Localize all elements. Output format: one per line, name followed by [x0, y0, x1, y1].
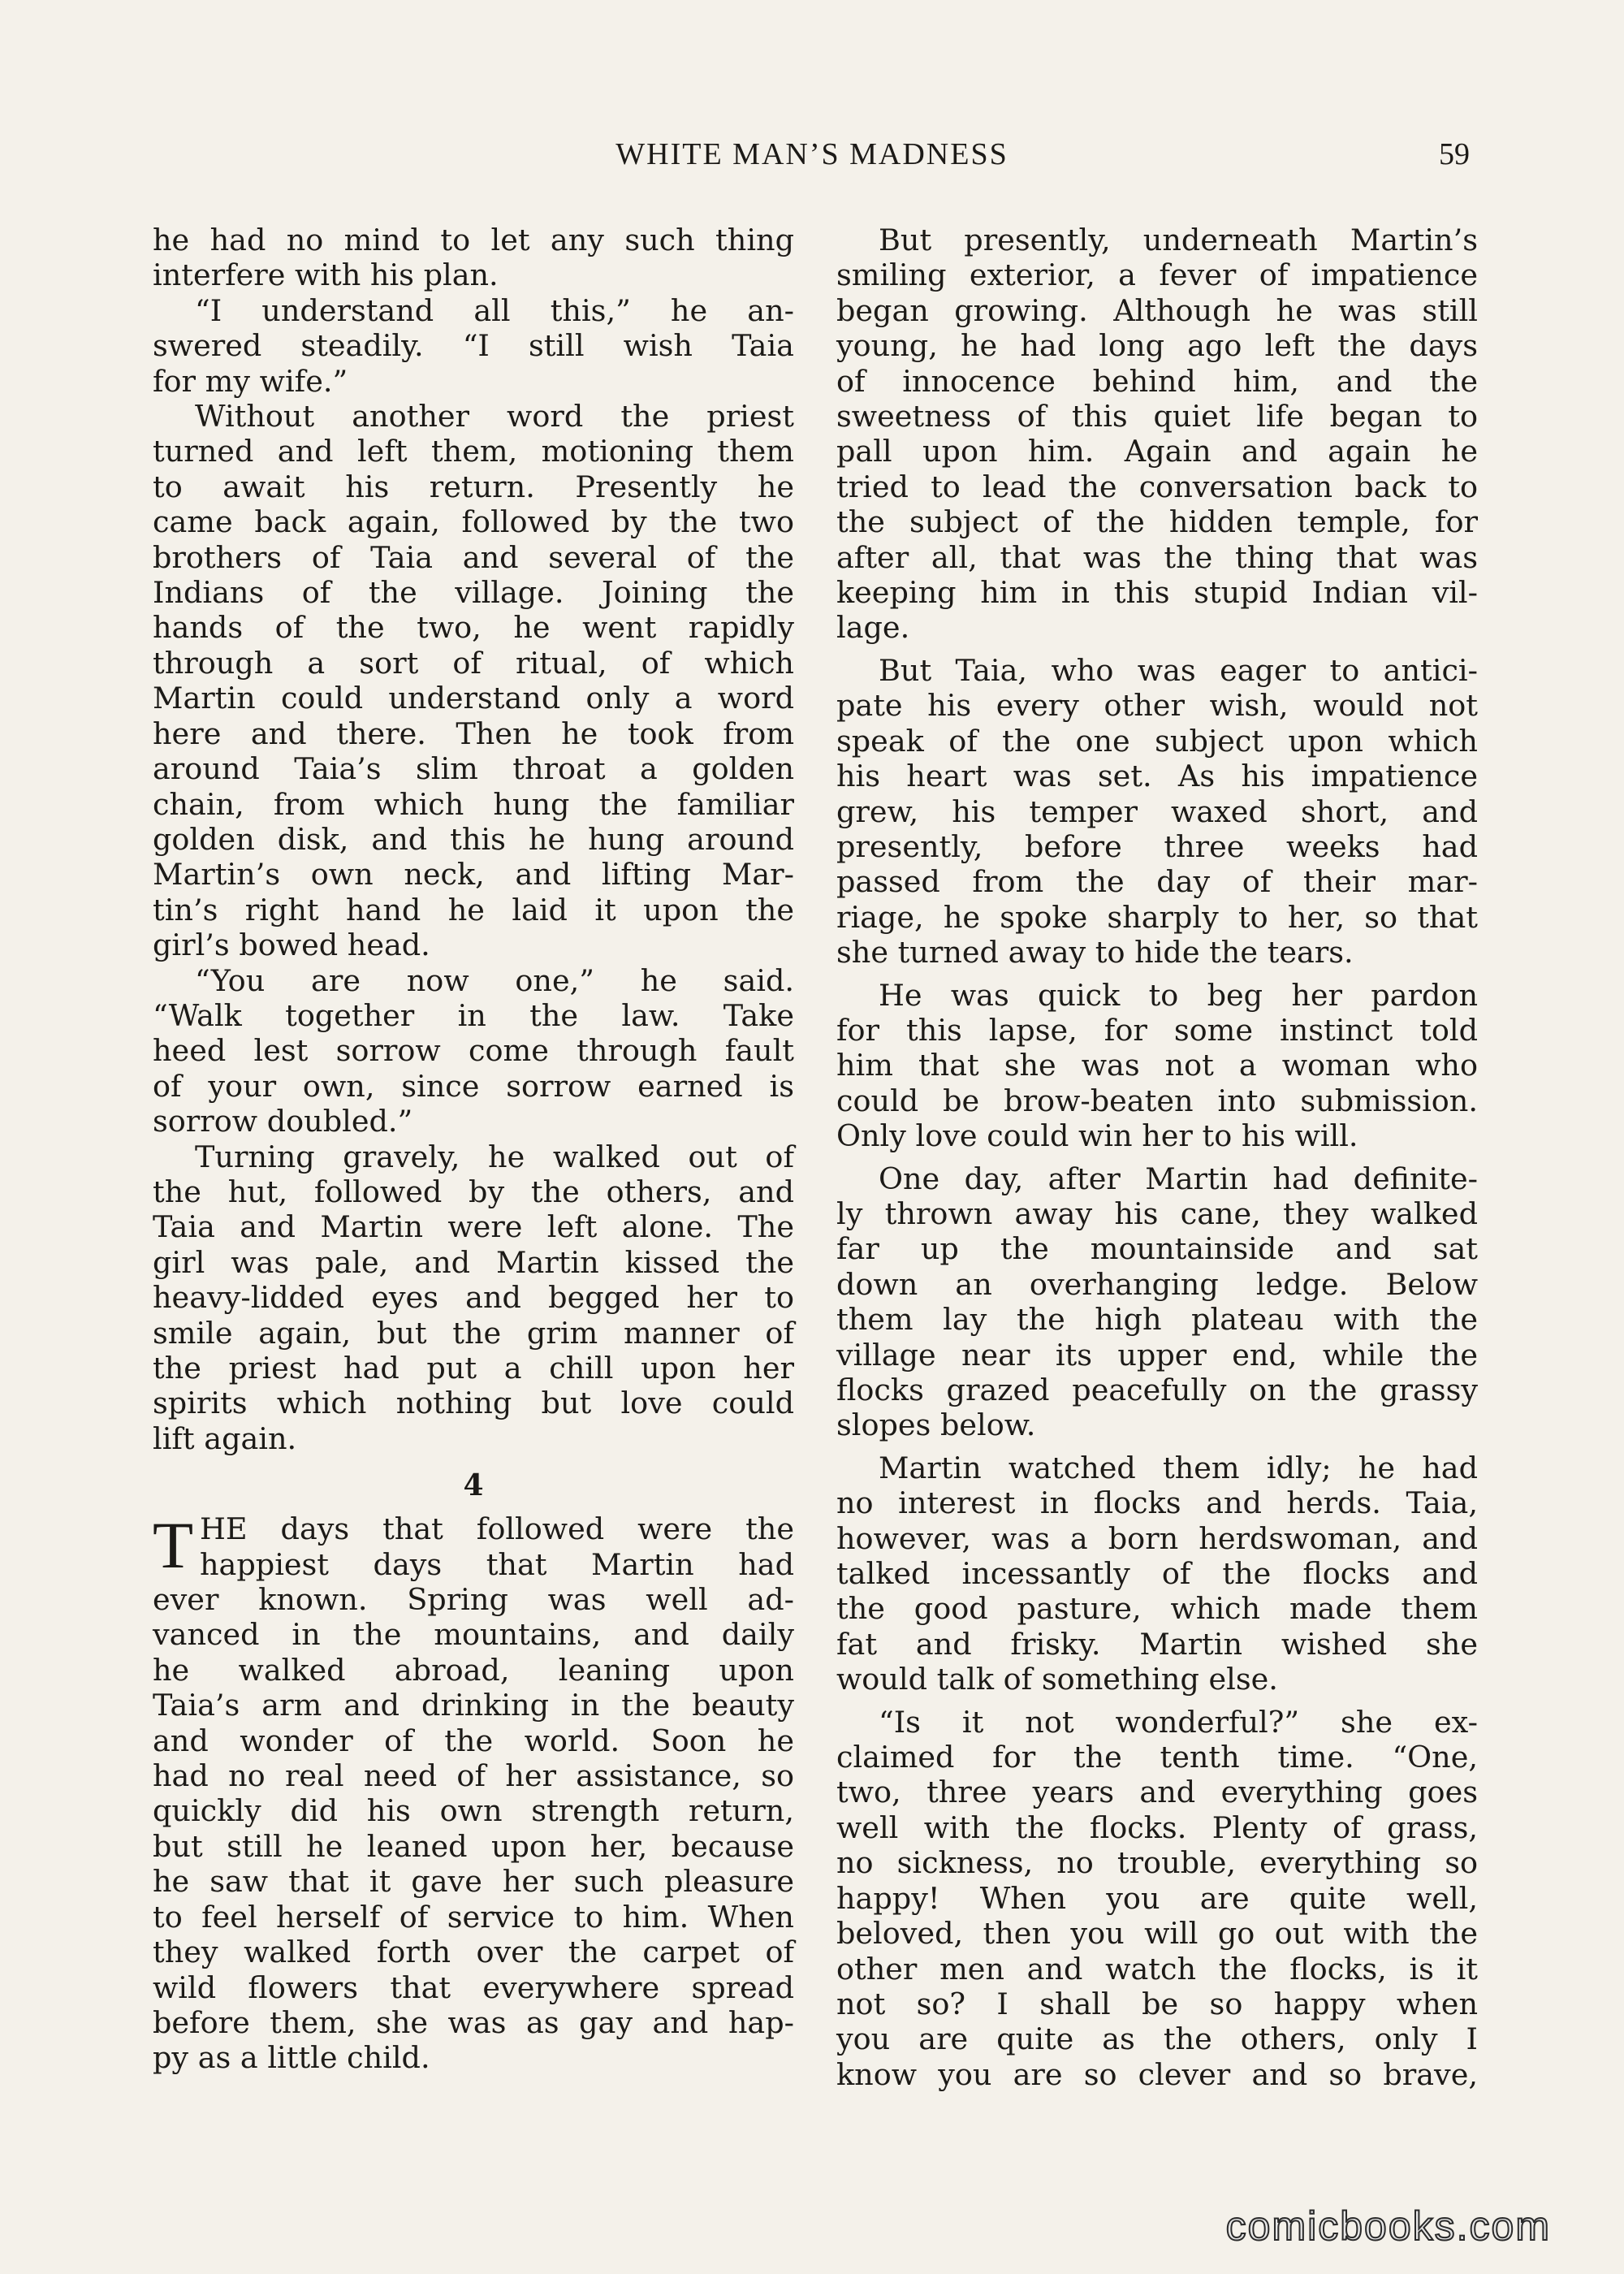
text-line: brothers of Taia and several of the [153, 539, 794, 575]
text-line: him that she was not a woman who [836, 1048, 1478, 1083]
drop-cap-lines [153, 1508, 794, 1583]
text-line: Turning gravely, he walked out of [195, 1139, 794, 1174]
text-line: of innocence behind him, and the [836, 363, 1478, 399]
paragraph-gap [836, 971, 1478, 978]
text-line: grew, his temper waxed short, and [836, 793, 1478, 829]
text-line: “I understand all this,” he an- [195, 292, 794, 328]
paragraph [836, 653, 1478, 971]
text-line: through a sort of ritual, of which [153, 645, 794, 681]
text-line: claimed for the tenth time. “One, [836, 1740, 1478, 1775]
text-line: two, three years and everything goes [836, 1775, 1478, 1810]
text-line: chain, from which hung the familiar [153, 786, 794, 822]
text-line: heed lest sorrow come through fault [153, 1033, 794, 1069]
paragraph [153, 223, 794, 293]
text-line: they walked forth over the carpet of [153, 1935, 794, 1970]
text-line: however, was a born herdswoman, and [836, 1520, 1478, 1556]
text-line: Taia and Martin were left alone. The [153, 1209, 794, 1245]
text-line: for this lapse, for some instinct told [836, 1012, 1478, 1048]
text-line: you are quite as the others, only I [836, 2021, 1478, 2057]
paragraph [836, 223, 1478, 646]
paragraph [836, 978, 1478, 1154]
text-line: village near its upper end, while the [836, 1337, 1478, 1373]
text-line: keeping him in this stupid Indian vil- [836, 575, 1478, 611]
text-line: girl’s bowed head. [153, 927, 430, 963]
paragraph [153, 1582, 794, 2076]
paragraph [836, 1161, 1478, 1443]
text-line: speak of the one subject upon which [836, 723, 1478, 759]
text-line: far up the mountainside and sat [836, 1231, 1478, 1267]
page-number: 59 [1439, 137, 1470, 171]
text-line: happiest days that Martin had [200, 1546, 794, 1582]
text-line: down an overhanging ledge. Below [836, 1266, 1478, 1302]
text-line: fat and frisky. Martin wished she [836, 1626, 1478, 1662]
text-line: had no real need of her assistance, so [153, 1758, 794, 1794]
text-line: tried to lead the conversation back to [836, 469, 1478, 504]
text-line: wild flowers that everywhere spread [153, 1969, 794, 2005]
text-line: the hut, followed by the others, and [153, 1174, 794, 1209]
section-number: 4 [463, 1468, 484, 1503]
right-column [836, 223, 1478, 2092]
text-line: pate his every other wish, would not [836, 688, 1478, 724]
text-line: the priest had put a chill upon her [153, 1351, 794, 1386]
text-line: not so? I shall be so happy when [836, 1986, 1478, 2021]
text-line: but still he leaned upon her, because [153, 1828, 794, 1864]
text-line: One day, after Martin had definite- [879, 1161, 1478, 1196]
text-line: passed from the day of their mar- [836, 864, 1478, 900]
text-line: other men and watch the flocks, is it [836, 1951, 1478, 1987]
text-line: vanced in the mountains, and daily [153, 1617, 794, 1653]
text-line: his heart was set. As his impatience [836, 759, 1478, 794]
text-line: He was quick to beg her pardon [879, 977, 1478, 1013]
text-line: Martin could understand only a word [153, 681, 794, 716]
text-line: happy! When you are quite well, [836, 1880, 1478, 1916]
text-line: for my wife.” [153, 363, 348, 399]
text-line: “Walk together in the law. Take [153, 997, 794, 1033]
paragraph [153, 963, 794, 1139]
text-line: lift again. [153, 1420, 297, 1456]
text-line: Taia’s arm and drinking in the beauty [153, 1688, 794, 1723]
text-line: young, he had long ago left the days [836, 328, 1478, 364]
text-line: hands of the two, he went rapidly [153, 610, 794, 646]
text-line: “Is it not wonderful?” she ex- [879, 1704, 1478, 1740]
text-line: the subject of the hidden temple, for [836, 504, 1478, 540]
drop-cap-paragraph-start [153, 1508, 794, 1583]
text-line: pall upon him. Again and again he [836, 434, 1478, 469]
text-line: HE days that followed were the [200, 1511, 794, 1547]
text-line: spirits which nothing but love could [153, 1386, 794, 1421]
text-line: he had no mind to let any such thing [153, 223, 794, 257]
text-line: could be brow-beaten into submission. [836, 1083, 1478, 1118]
paragraph [836, 1705, 1478, 2092]
text-line: riage, he spoke sharply to her, so that [836, 899, 1478, 935]
left-column [153, 223, 794, 2076]
text-line: to await his return. Presently he [153, 469, 794, 504]
paragraph [153, 1139, 794, 1457]
paragraph-gap [836, 1154, 1478, 1161]
text-line: he walked abroad, leaning upon [153, 1652, 794, 1688]
text-line: slopes below. [836, 1407, 1036, 1443]
paragraph [153, 293, 794, 399]
text-line: tin’s right hand he laid it upon the [153, 892, 794, 927]
text-line: But Taia, who was eager to antici- [879, 652, 1478, 688]
text-line: Without another word the priest [195, 399, 794, 434]
paragraph-gap [836, 1697, 1478, 1705]
paragraph-gap [836, 1443, 1478, 1450]
text-line: interfere with his plan. [153, 257, 499, 293]
text-line: no sickness, no trouble, everything so [836, 1845, 1478, 1881]
text-line: of your own, since sorrow earned is [153, 1068, 794, 1104]
text-line: would talk of something else. [836, 1662, 1278, 1697]
paragraph [836, 1450, 1478, 1697]
text-line: presently, before three weeks had [836, 828, 1478, 864]
text-line: smile again, but the grim manner of [153, 1315, 794, 1351]
text-line: Indians of the village. Joining the [153, 575, 794, 611]
text-line: heavy-lidded eyes and begged her to [153, 1280, 794, 1316]
paragraph [153, 399, 794, 963]
text-line: swered steadily. “I still wish Taia [153, 328, 794, 364]
text-line: well with the flocks. Plenty of grass, [836, 1809, 1478, 1845]
page-header [0, 136, 1624, 177]
text-line: ly thrown away his cane, they walked [836, 1195, 1478, 1231]
text-line: no interest in flocks and herds. Taia, [836, 1485, 1478, 1521]
text-line: Martin’s own neck, and lifting Mar- [153, 857, 794, 893]
text-line: turned and left them, motioning them [153, 434, 794, 469]
text-line: Only love could win her to his will. [836, 1118, 1358, 1154]
text-line: smiling exterior, a fever of impatience [836, 257, 1478, 293]
text-line: lage. [836, 610, 910, 646]
text-line: before them, she was as gay and hap- [153, 2004, 794, 2040]
text-line: ever known. Spring was well ad- [153, 1582, 794, 1618]
text-line: around Taia’s slim throat a golden [153, 751, 794, 787]
text-line: to feel herself of service to him. When [153, 1899, 794, 1935]
drop-cap: T [153, 1508, 194, 1583]
text-line: py as a little child. [153, 2040, 430, 2076]
text-line: “You are now one,” he said. [195, 962, 794, 998]
text-line: she turned away to hide the tears. [836, 935, 1354, 971]
paragraph-gap [836, 646, 1478, 653]
text-line: sweetness of this quiet life began to [836, 399, 1478, 434]
text-line: Martin watched them idly; he had [879, 1450, 1478, 1485]
text-line: and wonder of the world. Soon he [153, 1723, 794, 1758]
watermark: comicbooks.com [1225, 2203, 1551, 2249]
text-line: the good pasture, which made them [836, 1591, 1478, 1627]
text-line: he saw that it gave her such pleasure [153, 1864, 794, 1900]
text-line: But presently, underneath Martin’s [879, 223, 1478, 257]
text-line: here and there. Then he took from [153, 715, 794, 751]
text-line: beloved, then you will go out with the [836, 1916, 1478, 1952]
running-title: WHITE MAN’S MADNESS [615, 137, 1009, 171]
text-line: them lay the high plateau with the [836, 1302, 1478, 1338]
text-line: sorrow doubled.” [153, 1104, 413, 1139]
text-line: quickly did his own strength return, [153, 1793, 794, 1829]
text-line: know you are so clever and so brave, [836, 2056, 1478, 2092]
text-line: came back again, followed by the two [153, 504, 794, 540]
text-line: girl was pale, and Martin kissed the [153, 1244, 794, 1280]
text-line: golden disk, and this he hung around [153, 821, 794, 857]
text-line: flocks grazed peacefully on the grassy [836, 1373, 1478, 1407]
text-line: after all, that was the thing that was [836, 539, 1478, 575]
text-line: talked incessantly of the flocks and [836, 1556, 1478, 1592]
text-line: began growing. Although he was still [836, 292, 1478, 328]
